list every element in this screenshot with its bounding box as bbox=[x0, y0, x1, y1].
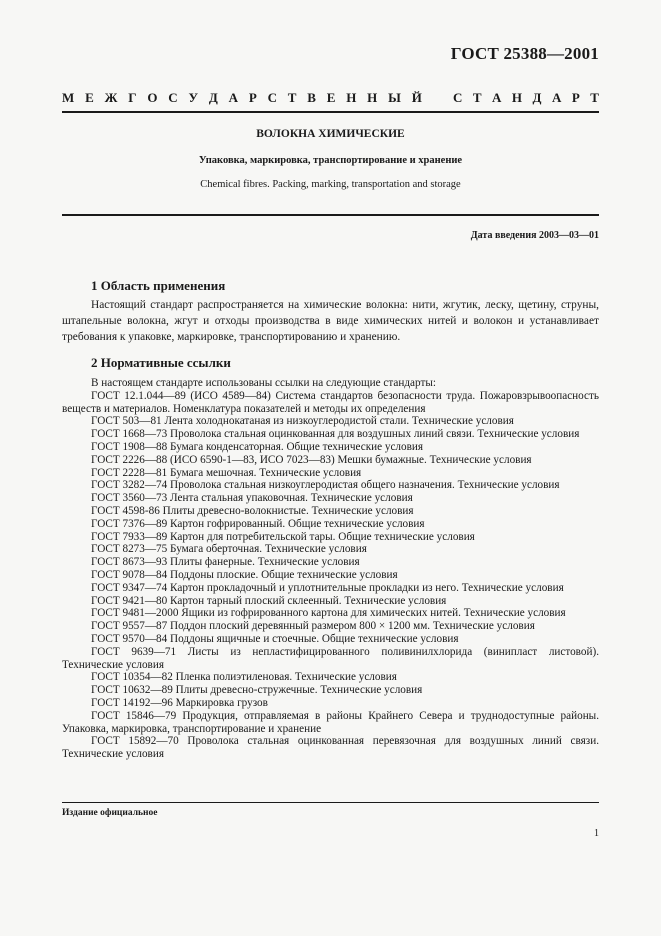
gost-number: ГОСТ 25388—2001 bbox=[450, 44, 599, 63]
section-1-heading: 1 Область применения bbox=[91, 278, 226, 293]
banner-letter: Д bbox=[532, 90, 542, 105]
reference-item: ГОСТ 1908—88 Бумага конденсаторная. Общие технические условия bbox=[91, 440, 424, 453]
banner-letter: Р bbox=[571, 90, 580, 105]
references-list bbox=[62, 390, 599, 761]
document-title-english: Chemical fibres. Packing, marking, transportation and storage bbox=[200, 179, 461, 190]
reference-item: ГОСТ 15892—70 Проволока стальная оцинкованная перевязочная для воздушных линий связи. Технические условия bbox=[62, 735, 599, 761]
reference-item: ГОСТ 9347—74 Картон прокладочный и уплотнительные прокладки из него. Технические условия bbox=[91, 581, 564, 594]
normative-references bbox=[62, 377, 599, 761]
reference-item: ГОСТ 9481—2000 Ящики из гофрированного картона для химических нитей. Технические условия bbox=[91, 607, 566, 620]
banner-letter: Т bbox=[287, 90, 297, 105]
banner-letter: У bbox=[188, 90, 199, 105]
reference-item: ГОСТ 9421—80 Картон тарный плоский склеенный. Технические условия bbox=[91, 594, 447, 607]
reference-item: ГОСТ 2228—81 Бумага мешочная. Технические условия bbox=[91, 466, 362, 479]
banner-letter: В bbox=[307, 90, 316, 105]
banner-letter: Т bbox=[472, 90, 482, 105]
reference-item: ГОСТ 3282—74 Проволока стальная низкоуглеродистая общего назначения. Технические условия bbox=[91, 479, 560, 492]
banner-letter: Н bbox=[511, 90, 523, 105]
banner-word-2 bbox=[453, 90, 599, 106]
banner-letter: Ы bbox=[388, 90, 401, 105]
reference-item: ГОСТ 10354—82 Пленка полиэтиленовая. Технические условия bbox=[91, 671, 397, 684]
section-1-text: Настоящий стандарт распространяется на химические волокна: нити, жгутик, леску, щетину, струны, штапельные волокна, жгут и отходы производства в виде химических нитей и волокон и устанавливает требования к упаковке, маркировке, транспортированию и хранению. bbox=[62, 299, 599, 343]
banner-letter: Н bbox=[346, 90, 357, 105]
footer-rule bbox=[62, 802, 599, 803]
reference-item: ГОСТ 9078—84 Поддоны плоские. Общие технические условия bbox=[91, 568, 398, 581]
reference-item: ГОСТ 9639—71 Листы из непластифицированного поливинилхлорида (винипласт листовой). Технические условия bbox=[62, 645, 599, 671]
banner-word-1 bbox=[62, 90, 422, 106]
title-rule bbox=[62, 214, 599, 216]
reference-item: ГОСТ 3560—73 Лента стальная упаковочная. Технические условия bbox=[91, 492, 413, 505]
reference-item: ГОСТ 15846—79 Продукция, отправляемая в районы Крайнего Севера и труднодоступные районы. Упаковка, маркировка, транспортирование и хранение bbox=[62, 709, 599, 735]
header-rule bbox=[62, 111, 599, 113]
banner-letter: С bbox=[453, 90, 463, 105]
banner-letter: Е bbox=[326, 90, 336, 105]
banner-letter: Й bbox=[411, 90, 422, 105]
banner-letter: Р bbox=[248, 90, 257, 105]
banner-letter: Т bbox=[590, 90, 599, 105]
reference-item: ГОСТ 2226—88 (ИСО 6590-1—83, ИСО 7023—83) Мешки бумажные. Технические условия bbox=[91, 453, 532, 466]
edition-note: Издание официальное bbox=[62, 808, 158, 818]
reference-item: ГОСТ 4598-86 Плиты древесно-волокнистые. Технические условия bbox=[91, 504, 414, 517]
reference-item: ГОСТ 14192—96 Маркировка грузов bbox=[91, 696, 268, 709]
standard-type-banner bbox=[62, 90, 599, 106]
reference-item: ГОСТ 503—81 Лента холоднокатаная из низкоуглеродистой стали. Технические условия bbox=[91, 415, 514, 428]
reference-item: ГОСТ 7376—89 Картон гофрированный. Общие технические условия bbox=[91, 517, 425, 530]
banner-letter: Е bbox=[85, 90, 94, 105]
banner-letter: Д bbox=[208, 90, 218, 105]
banner-letter: А bbox=[228, 90, 238, 105]
banner-letter: С bbox=[168, 90, 178, 105]
reference-item: ГОСТ 9557—87 Поддон плоский деревянный размером 800 × 1200 мм. Технические условия bbox=[91, 620, 535, 633]
banner-letter: А bbox=[492, 90, 502, 105]
section-2-heading: 2 Нормативные ссылки bbox=[91, 355, 231, 370]
document-subtitle: Упаковка, маркировка, транспортирование и хранение bbox=[198, 155, 463, 166]
banner-letter: С bbox=[267, 90, 277, 105]
reference-item: ГОСТ 7933—89 Картон для потребительской тары. Общие технические условия bbox=[91, 530, 475, 543]
banner-letter: М bbox=[62, 90, 75, 105]
introduction-date: Дата введения 2003—03—01 bbox=[470, 230, 599, 241]
page-number: 1 bbox=[594, 828, 599, 839]
references-lead: В настоящем стандарте использованы ссылки на следующие стандарты: bbox=[91, 377, 436, 389]
banner-letter: Г bbox=[128, 90, 137, 105]
reference-item: ГОСТ 1668—73 Проволока стальная оцинкованная для воздушных линий связи. Технические условия bbox=[91, 428, 580, 441]
banner-letter: О bbox=[147, 90, 158, 105]
reference-item: ГОСТ 10632—89 Плиты древесно-стружечные. Технические условия bbox=[91, 684, 423, 697]
reference-item: ГОСТ 9570—84 Поддоны ящичные и стоечные. Общие технические условия bbox=[91, 632, 459, 645]
reference-item: ГОСТ 8673—93 Плиты фанерные. Технические условия bbox=[91, 556, 360, 569]
reference-item: ГОСТ 12.1.044—89 (ИСО 4589—84) Система стандартов безопасности труда. Пожаровзрывоопасность веществ и материалов. Номенклатура показателей и методы их определения bbox=[62, 389, 599, 415]
document-title: ВОЛОКНА ХИМИЧЕСКИЕ bbox=[256, 128, 405, 140]
banner-letter: Н bbox=[367, 90, 378, 105]
banner-letter: А bbox=[551, 90, 562, 105]
reference-item: ГОСТ 8273—75 Бумага оберточная. Технические условия bbox=[91, 543, 367, 556]
banner-letter: Ж bbox=[104, 90, 118, 105]
